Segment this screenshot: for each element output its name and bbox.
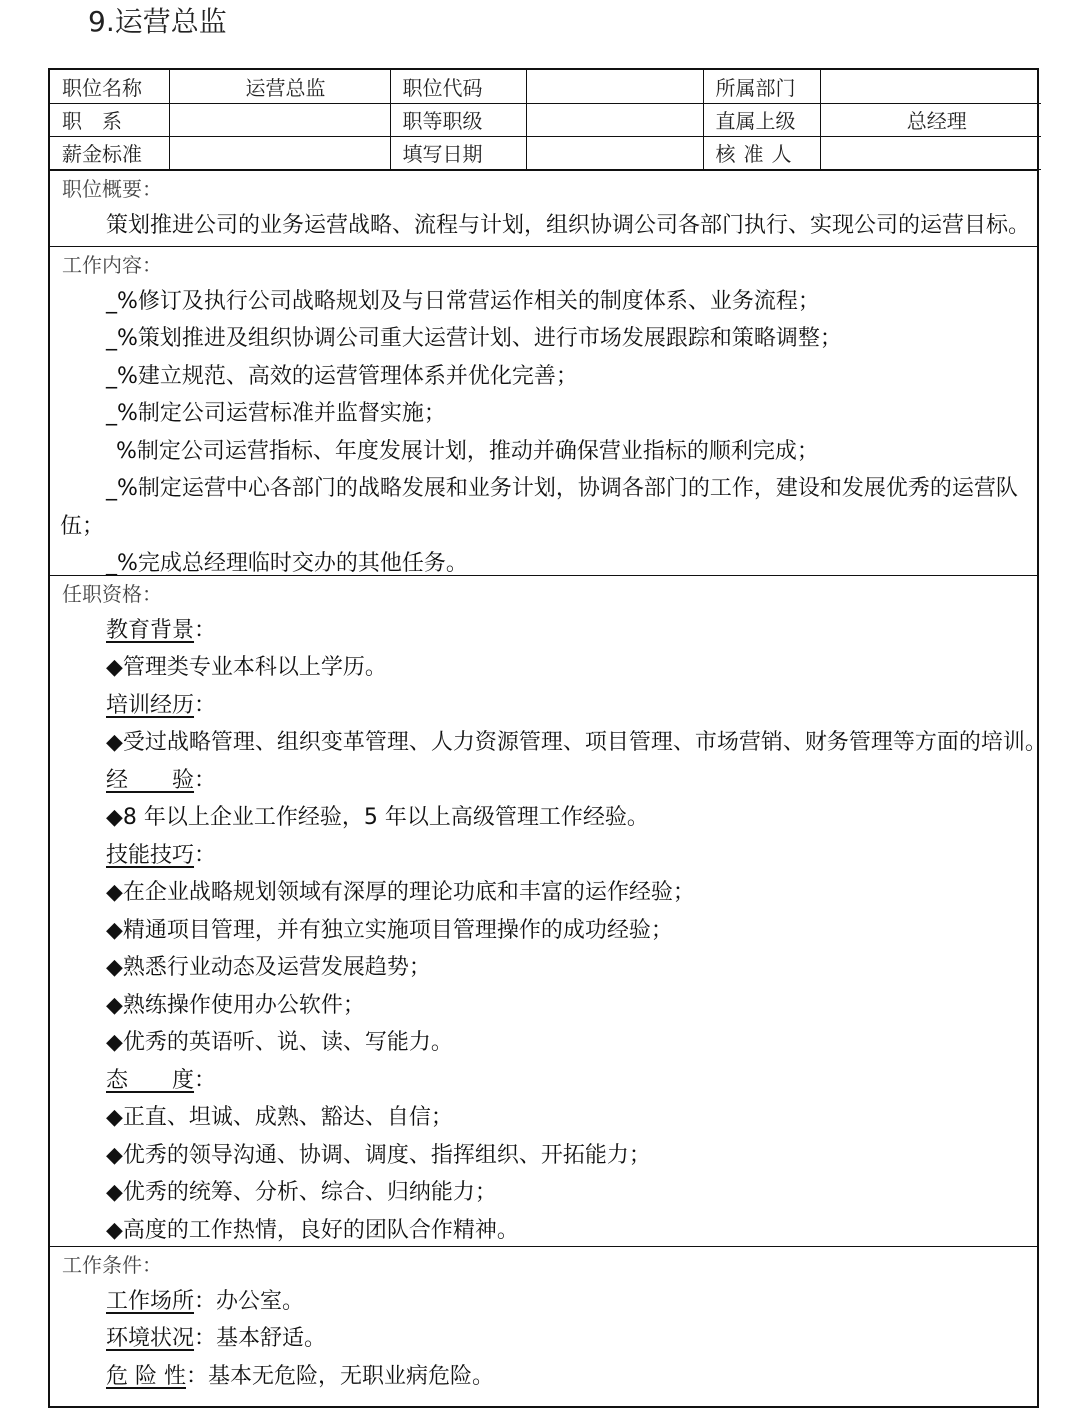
condition-environment: 环境状况：基本舒适。 <box>106 1326 327 1351</box>
skill-item: ◆熟练操作使用办公软件； <box>106 992 365 1018</box>
document-title: 9.运营总监 <box>88 5 227 38</box>
place-label: 工作场所 <box>106 1288 195 1314</box>
info-row-2 <box>50 103 1041 136</box>
duty-item: _%完成总经理临时交办的其他任务。 <box>106 551 468 576</box>
overview-text: 策划推进公司的业务运营战略、流程与计划，组织协调公司各部门执行、实现公司的运营目标。 <box>106 212 1031 238</box>
value-position-name: 运营总监 <box>169 70 390 103</box>
environment-label: 环境状况 <box>106 1326 195 1351</box>
attitude-subheading: 态 度： <box>106 1067 217 1093</box>
training-subheading: 培训经历： <box>106 692 217 718</box>
conditions-heading: 工作条件： <box>62 1252 162 1277</box>
attitude-item: ◆优秀的统筹、分析、综合、归纳能力； <box>106 1180 497 1205</box>
position-info-table <box>50 70 1041 170</box>
risk-label: 危 险 性 <box>106 1363 186 1389</box>
experience-subheading: 经 验： <box>106 767 217 793</box>
condition-risk: 危 险 性：基本无危险，无职业病危险。 <box>106 1363 495 1389</box>
qualifications-heading: 任职资格： <box>62 581 162 606</box>
label-fill-date: 填写日期 <box>390 136 526 169</box>
duty-item: _%策划推进及组织协调公司重大运营计划、进行市场发展跟踪和策略调整； <box>106 326 842 351</box>
label-supervisor: 直属上级 <box>703 103 820 136</box>
section-overview <box>50 170 1037 246</box>
duty-item: _%制定运营中心各部门的战略发展和业务计划，协调各部门的工作，建设和发展优秀的运营队 <box>106 476 1018 501</box>
attitude-item: ◆正直、坦诚、成熟、豁达、自信； <box>106 1105 453 1130</box>
value-grade <box>526 103 703 136</box>
condition-place: 工作场所：办公室。 <box>106 1288 305 1314</box>
attitude-item: ◆优秀的领导沟通、协调、调度、指挥组织、开拓能力； <box>106 1142 651 1168</box>
section-qualifications <box>50 575 1047 1246</box>
value-position-code <box>526 70 703 103</box>
value-supervisor: 总经理 <box>820 103 1041 136</box>
environment-value: 基本舒适。 <box>216 1326 327 1351</box>
duty-item: _%修订及执行公司战略规划及与日常营运作相关的制度体系、业务流程； <box>106 288 820 314</box>
label-salary-standard: 薪金标准 <box>50 136 169 169</box>
duty-item: _%制定公司运营标准并监督实施； <box>106 401 446 426</box>
experience-item: ◆8 年以上企业工作经验，5 年以上高级管理工作经验。 <box>106 805 649 830</box>
duty-item-continuation: 伍； <box>60 513 105 539</box>
place-value: 办公室。 <box>216 1288 305 1314</box>
label-approver: 核准人 <box>703 136 820 169</box>
info-row-1 <box>50 70 1041 103</box>
duty-item: _%建立规范、高效的运营管理体系并优化完善； <box>106 363 578 389</box>
skills-label: 技能技巧 <box>106 842 195 868</box>
attitude-label: 态 度 <box>106 1067 195 1093</box>
skills-subheading: 技能技巧： <box>106 842 217 868</box>
label-position-code: 职位代码 <box>390 70 526 103</box>
value-fill-date <box>526 136 703 169</box>
section-conditions <box>50 1246 1037 1410</box>
job-description-sheet <box>48 68 1047 1408</box>
overview-heading: 职位概要： <box>62 176 162 201</box>
risk-value: 基本无危险，无职业病危险。 <box>208 1363 495 1389</box>
value-approver <box>820 136 1041 169</box>
label-department: 所属部门 <box>703 70 820 103</box>
section-duties <box>50 246 1037 575</box>
label-grade: 职等职级 <box>390 103 526 136</box>
skill-item: ◆熟悉行业动态及运营发展趋势； <box>106 955 431 980</box>
duty-item: %制定公司运营指标、年度发展计划，推动并确保营业指标的顺利完成； <box>116 438 819 464</box>
education-subheading: 教育背景： <box>106 617 217 643</box>
value-department <box>820 70 1041 103</box>
education-item: ◆管理类专业本科以上学历。 <box>106 655 387 680</box>
label-job-family: 职 系 <box>50 103 169 136</box>
training-label: 培训经历 <box>106 692 195 718</box>
attitude-item: ◆高度的工作热情，良好的团队合作精神。 <box>106 1217 519 1243</box>
value-job-family <box>169 103 390 136</box>
value-salary-standard <box>169 136 390 169</box>
training-item: ◆受过战略管理、组织变革管理、人力资源管理、项目管理、市场营销、财务管理等方面的培训。 <box>106 730 1047 755</box>
skill-item: ◆优秀的英语听、说、读、写能力。 <box>106 1030 453 1055</box>
duties-heading: 工作内容： <box>62 252 162 277</box>
info-row-3 <box>50 136 1041 169</box>
skill-item: ◆在企业战略规划领域有深厚的理论功底和丰富的运作经验； <box>106 880 695 905</box>
education-label: 教育背景 <box>106 617 195 643</box>
experience-label: 经 验 <box>106 767 195 793</box>
label-position-name: 职位名称 <box>50 70 169 103</box>
skill-item: ◆精通项目管理，并有独立实施项目管理操作的成功经验； <box>106 917 673 943</box>
